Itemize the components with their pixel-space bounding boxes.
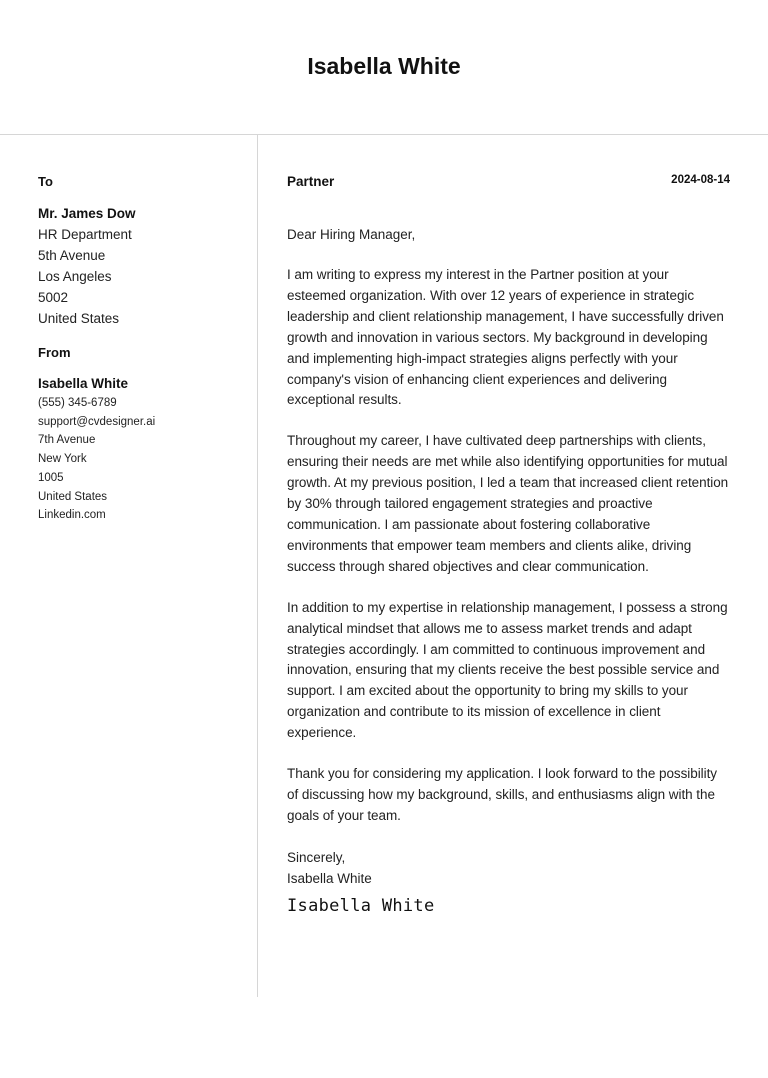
closing-phrase: Sincerely, [287,849,346,865]
applicant-name-title: Isabella White [307,53,461,79]
sender-city: New York [38,453,87,466]
to-label: To [38,174,53,189]
letter-body [287,174,730,916]
sender-name: Isabella White [38,376,129,391]
closing-block [287,847,730,889]
recipient-city: Los Angeles [38,269,112,284]
sender-block [38,374,248,525]
sender-linkedin: Linkedin.com [38,509,106,522]
recipient-country: United States [38,311,120,326]
letter-topline [287,174,730,194]
paragraph: Throughout my career, I have cultivated deep partnerships with clients, ensuring their needs are met while also identifying opportunities for mutual growth. At my previous position, I led a team that increased client retention by 30% through tailored engagement strategies and proactive communication. I am passionate about fostering collaborative environments that empower team members and clients alike, driving success through shared objectives and clear communication. [287,433,729,574]
from-label: From [38,345,71,360]
sender-phone: (555) 345-6789 [38,397,117,409]
recipient-block [38,203,248,329]
recipient-street: 5th Avenue [38,248,106,263]
sender-country: United States [38,490,108,503]
paragraph: In addition to my expertise in relationship management, I possess a strong analytical mindset that allows me to assess market trends and adapt strategies accordingly. I am committed to continuous improvement and innovation, ensuring that my clients receive the best possible service and support. I am excited about the opportunity to bring my skills to your organization and contribute to its mission of excellence in client experience. [287,599,728,741]
letter-header [0,0,768,135]
letter-date: 2024-08-14 [671,174,730,186]
closing-name: Isabella White [287,870,372,886]
signature: Isabella White [287,895,435,916]
contact-sidebar [38,174,248,525]
column-divider [257,135,258,997]
sender-zip: 1005 [38,471,64,484]
recipient-name: Mr. James Dow [38,206,136,221]
salutation: Dear Hiring Manager, [287,227,416,242]
sender-street: 7th Avenue [38,434,96,447]
position-title: Partner [287,174,335,189]
recipient-zip: 5002 [38,290,69,305]
sender-email: support@cvdesigner.ai [38,415,156,428]
paragraph: I am writing to express my interest in the Partner position at your esteemed organization. With over 12 years of experience in strategic leadership and client relationship management, I have successfully driven growth and innovation in various sectors. My background in developing and implementing high-impact strategies aligns perfectly with your company's vision of enhancing client experiences and delivering exceptional results. [287,267,724,408]
recipient-department: HR Department [38,227,132,242]
paragraph: Thank you for considering my application. I look forward to the possibility of discussing how my background, skills, and enthusiasms align with the goals of your team. [287,766,717,823]
